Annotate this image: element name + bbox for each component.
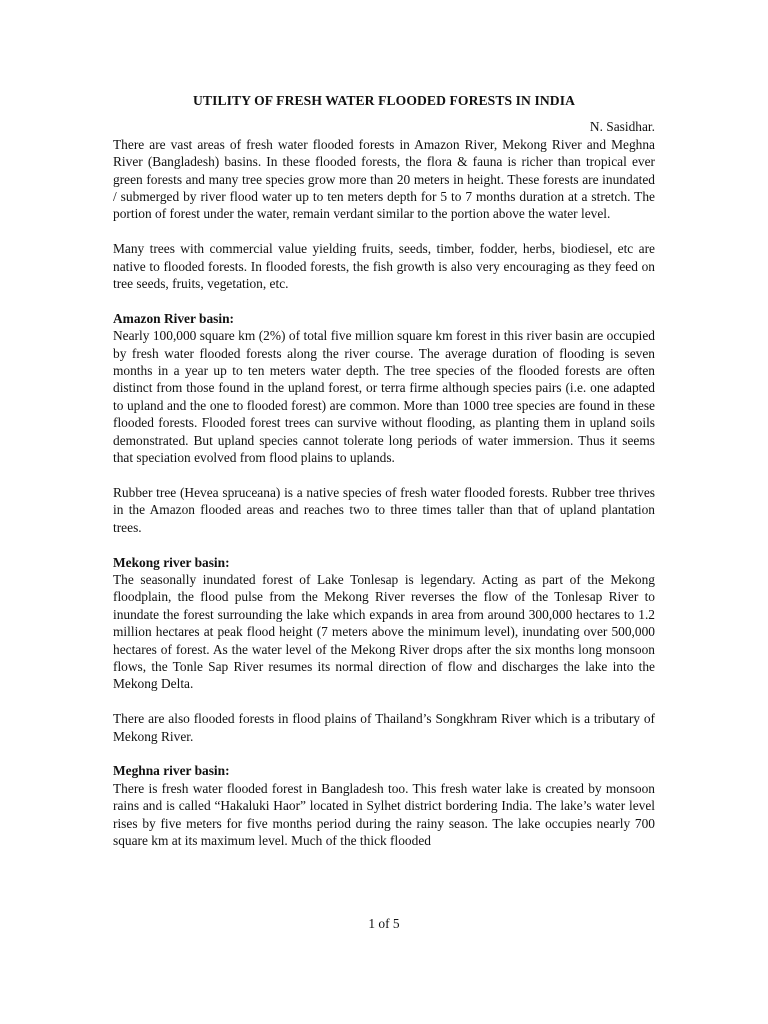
section-heading-meghna: Meghna river basin:: [113, 763, 230, 779]
amazon-paragraph-2: Rubber tree (Hevea spruceana) is a native species of fresh water flooded forests. Rubber tree thrives in the Amazon flooded areas and reaches two to three times taller than that of upland plantation trees.: [113, 484, 655, 535]
author-name: N. Sasidhar.: [589, 119, 655, 135]
intro-paragraph-2: Many trees with commercial value yielding fruits, seeds, timber, fodder, herbs, biodiesel, etc are native to flooded forests. In flooded forests, the fish growth is also very encouraging as they feed on tree seeds, fruits, vegetation, etc.: [113, 241, 655, 292]
page-number: 1 of 5: [368, 916, 400, 931]
section-heading-amazon: Amazon River basin:: [113, 310, 235, 326]
meghna-paragraph-1: There is fresh water flooded forest in Bangladesh too. This fresh water lake is created by monsoon rains and is called “Hakaluki Haor” located in Sylhet district bordering India. The lake’s water level rises by five meters for five months period during the rainy season. The lake occupies nearly 700 square km at its maximum level. Much of the thick flooded: [113, 780, 655, 848]
intro-paragraph-1: There are vast areas of fresh water flooded forests in Amazon River, Mekong River and Meghna River (Bangladesh) basins. In these flooded forests, the flora & fauna is richer than tropical ever green forests and many tree species grow more than 20 meters in height. These forests are inundated / submerged by river flood water up to ten meters depth for 5 to 7 months duration at a stretch. The portion of forest under the water, remain verdant similar to the portion above the water level.: [113, 136, 655, 222]
amazon-paragraph-1: Nearly 100,000 square km (2%) of total five million square km forest in this river basin are occupied by fresh water flooded forests along the river course. The average duration of flooding is seven months in a year up to ten meters water depth. The tree species of the flooded forests are often distinct from those found in the upland forest, or terra firme although species pairs (i.e. one adapted to upland and the one to flooded forest) are common. More than 1000 tree species are found in these flooded forests. Flooded forest trees can survive without flooding, as planting them in upland soils demonstrated. But upland species cannot tolerate long periods of water immersion. Thus it seems that speciation evolved from flood plains to uplands.: [113, 328, 655, 466]
mekong-paragraph-1: The seasonally inundated forest of Lake Tonlesap is legendary. Acting as part of the Mekong floodplain, the flood pulse from the Mekong River reverses the flow of the Tonlesap River to inundate the forest surrounding the lake which expands in area from around 300,000 hectares to 1.2 million hectares at peak flood height (7 meters above the minimum level), inundating over 500,000 hectares of forest. As the water level of the Mekong River drops after the six months long monsoon flows, the Tonle Sap River resumes its normal direction of flow and discharges the lake into the Mekong Delta.: [113, 571, 655, 692]
section-heading-mekong: Mekong river basin:: [113, 554, 230, 570]
document-page: [113, 92, 655, 849]
document-title: UTILITY OF FRESH WATER FLOODED FORESTS IN INDIA: [193, 93, 575, 108]
mekong-paragraph-2: There are also flooded forests in flood plains of Thailand’s Songkhram River which is a tributary of Mekong River.: [113, 711, 655, 744]
